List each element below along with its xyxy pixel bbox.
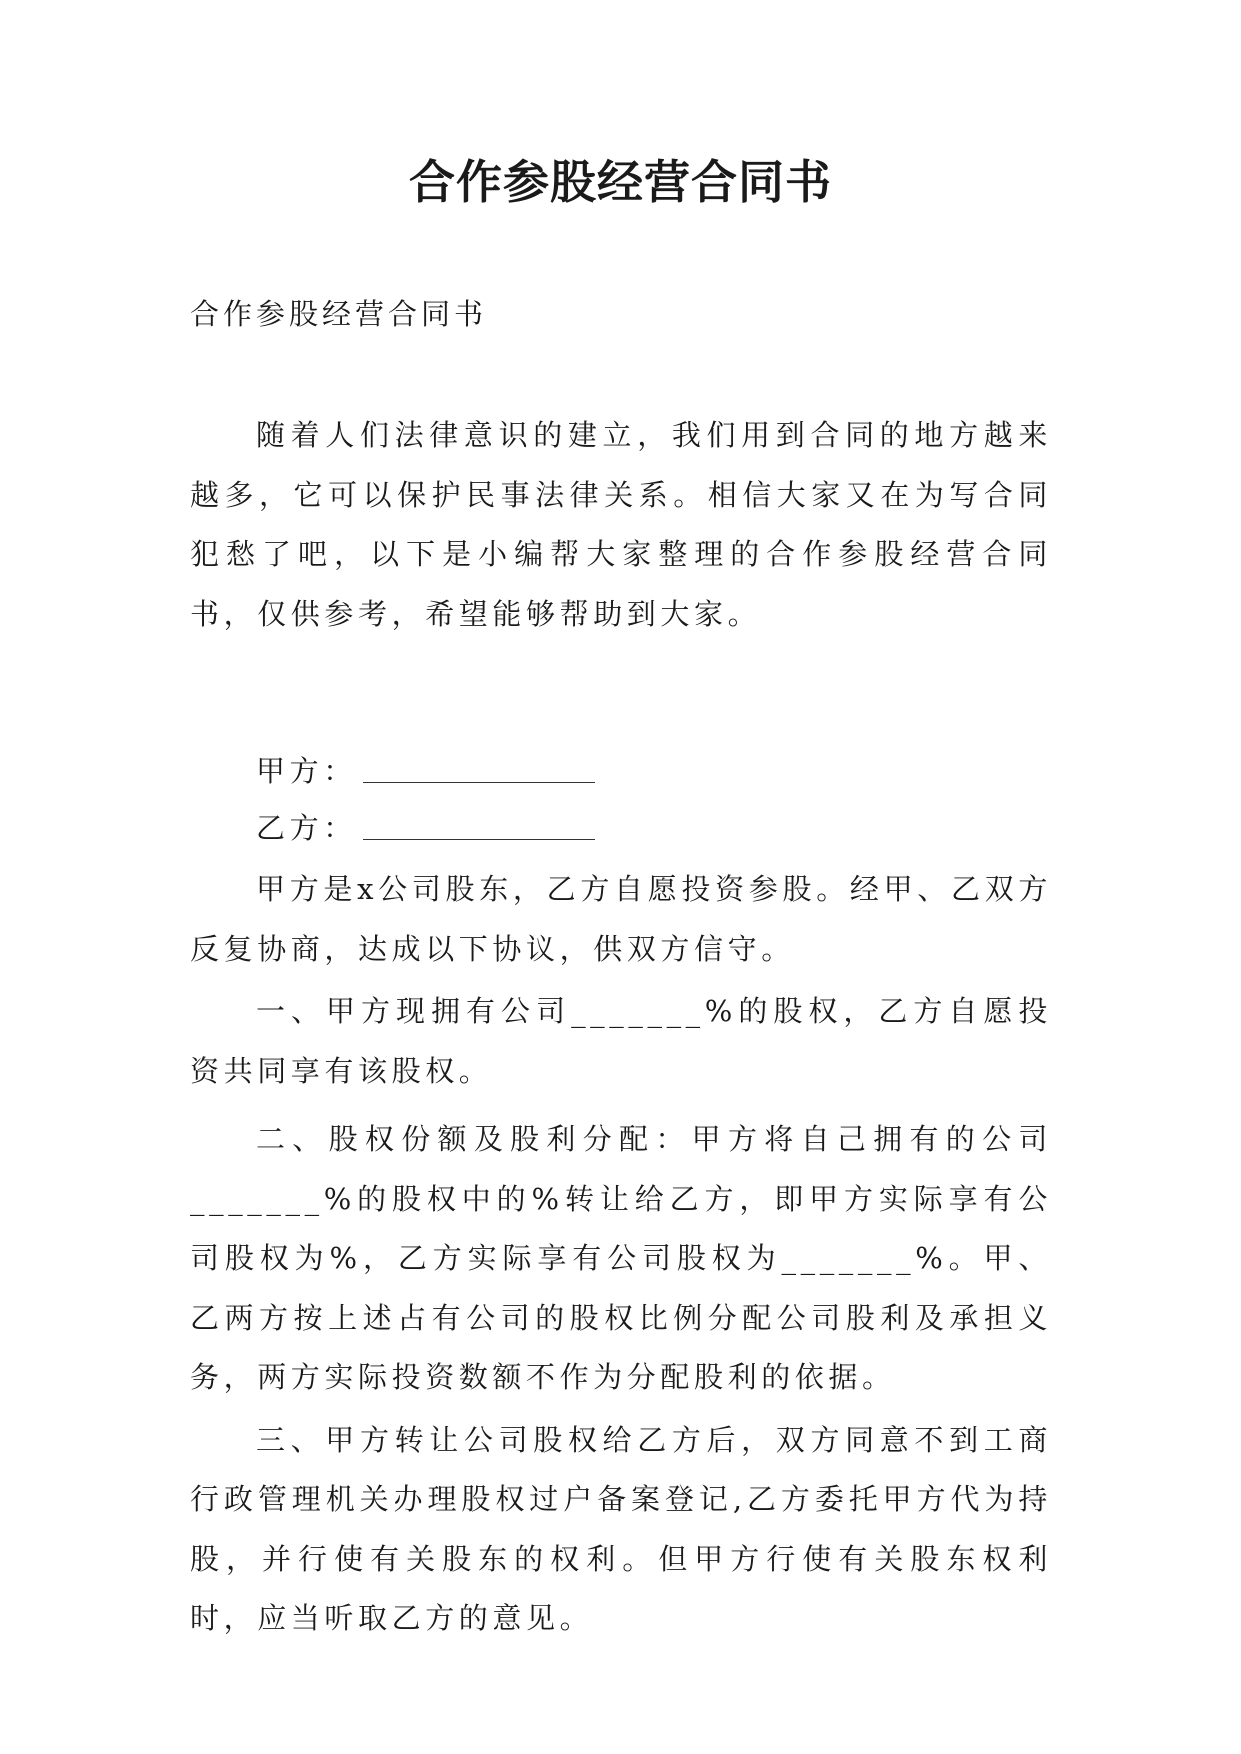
- party-b-blank: [363, 811, 595, 840]
- document-title: 合作参股经营合同书: [409, 155, 832, 209]
- party-a-label: 甲方：: [256, 754, 357, 788]
- clause-2-paragraph: 二、股权份额及股利分配：甲方将自己拥有的公司_______%的股权中的%转让给乙方，即甲方实际享有公司股权为%，乙方实际享有公司股权为_______%。甲、乙两方按上述占有公司的股权比例分配公司股利及承担义务，两方实际投资数额不作为分配股利的依据。: [190, 1122, 1052, 1394]
- document-subtitle: 合作参股经营合同书: [190, 297, 488, 331]
- party-b-label: 乙方：: [256, 811, 357, 845]
- document-body: [190, 406, 1052, 1649]
- clause-3-paragraph: 三、甲方转让公司股权给乙方后，双方同意不到工商行政管理机关办理股权过户备案登记,乙方委托甲方代为持股，并行使有关股东的权利。但甲方行使有关股东权利时，应当听取乙方的意见。: [190, 1422, 1052, 1635]
- preamble-paragraph: 甲方是x公司股东，乙方自愿投资参股。经甲、乙双方反复协商，达成以下协议，供双方信守。: [190, 872, 1052, 966]
- party-a-blank: [363, 754, 595, 783]
- party-b-line: [190, 800, 1052, 857]
- clause-1-paragraph: 一、甲方现拥有公司_______%的股权，乙方自愿投资共同享有该股权。: [190, 994, 1052, 1088]
- party-a-line: [190, 743, 1052, 800]
- intro-paragraph: 随着人们法律意识的建立，我们用到合同的地方越来越多，它可以保护民事法律关系。相信大家又在为写合同犯愁了吧，以下是小编帮大家整理的合作参股经营合同书，仅供参考，希望能够帮助到大家。: [190, 418, 1052, 631]
